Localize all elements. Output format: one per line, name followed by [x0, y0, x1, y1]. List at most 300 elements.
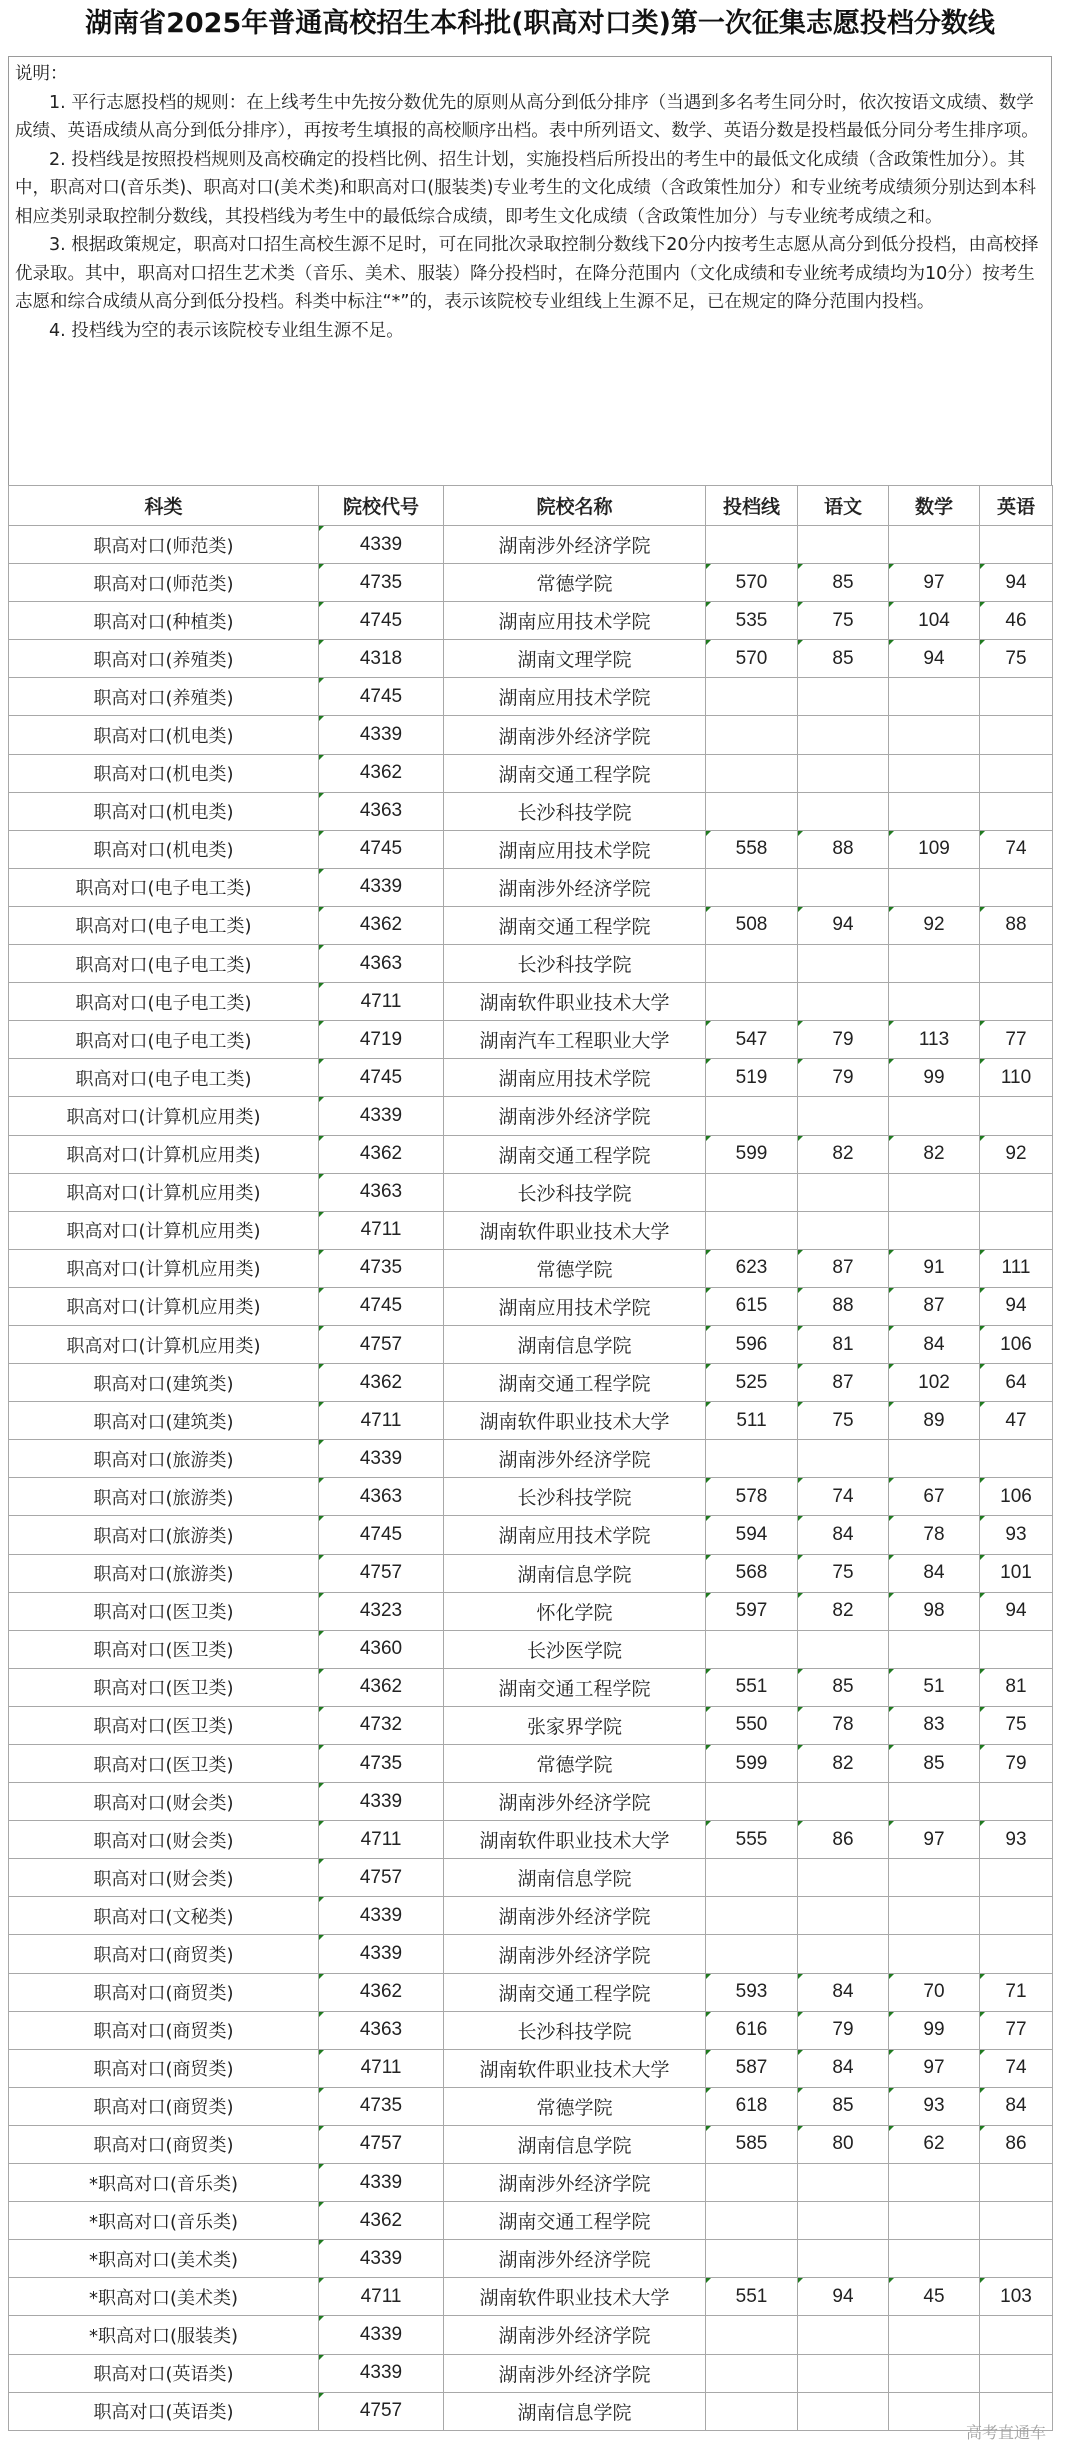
cell-math-score: 67: [889, 1478, 980, 1516]
cell-math-score: [889, 1211, 980, 1249]
table-row: [9, 1516, 1053, 1554]
cell-school-code: 4711: [319, 2049, 444, 2087]
note-item-1: 1. 平行志愿投档的规则：在上线考生中先按分数优先的原则从高分到低分排序（当遇到多名考生同分时，依次按语文成绩、数学成绩、英语成绩从高分到低分排序），再按考生填报的高校顺序出档。表中所列语文、数学、英语分数是投档最低分同分考生排序项。: [15, 92, 1039, 141]
table-row: [9, 2125, 1053, 2163]
table-row: [9, 1630, 1053, 1668]
cell-english-score: 46: [980, 602, 1053, 640]
cell-cutoff-score: [706, 2240, 798, 2278]
cell-english-score: [980, 754, 1053, 792]
cell-math-score: 87: [889, 1287, 980, 1325]
cell-school-code: 4757: [319, 1554, 444, 1592]
cell-school-code: 4745: [319, 602, 444, 640]
notes-heading: 说明：: [15, 64, 68, 84]
cell-school-code: 4745: [319, 1287, 444, 1325]
cell-cutoff-score: 525: [706, 1364, 798, 1402]
cell-category: 职高对口(医卫类): [9, 1592, 319, 1630]
cell-school-code: 4711: [319, 1821, 444, 1859]
cell-math-score: 97: [889, 564, 980, 602]
cell-school-name: 湖南应用技术学院: [444, 602, 706, 640]
cell-english-score: 86: [980, 2125, 1053, 2163]
cell-school-code: 4339: [319, 868, 444, 906]
cell-english-score: 106: [980, 1478, 1053, 1516]
cell-school-code: 4757: [319, 1859, 444, 1897]
cell-math-score: 91: [889, 1249, 980, 1287]
cell-english-score: 47: [980, 1402, 1053, 1440]
cell-category: 职高对口(商贸类): [9, 1935, 319, 1973]
cell-category: 职高对口(财会类): [9, 1859, 319, 1897]
cell-school-name: 湖南涉外经济学院: [444, 1783, 706, 1821]
cell-school-code: 4735: [319, 2087, 444, 2125]
cell-chinese-score: [798, 2240, 889, 2278]
table-row: [9, 1821, 1053, 1859]
header-category: 科类: [9, 486, 319, 526]
cell-school-name: 湖南交通工程学院: [444, 1973, 706, 2011]
cell-category: 职高对口(商贸类): [9, 2125, 319, 2163]
cell-school-name: 湖南软件职业技术大学: [444, 1402, 706, 1440]
cell-math-score: 62: [889, 2125, 980, 2163]
cell-school-name: 湖南信息学院: [444, 1554, 706, 1592]
cell-school-code: 4339: [319, 2164, 444, 2202]
cell-english-score: 88: [980, 906, 1053, 944]
cell-math-score: 78: [889, 1516, 980, 1554]
cell-cutoff-score: 508: [706, 906, 798, 944]
cell-school-name: 湖南涉外经济学院: [444, 2354, 706, 2392]
header-english: 英语: [980, 486, 1053, 526]
cell-cutoff-score: 519: [706, 1059, 798, 1097]
cell-math-score: 70: [889, 1973, 980, 2011]
table-row: [9, 868, 1053, 906]
note-item-2: 2. 投档线是按照投档规则及高校确定的投档比例、招生计划，实施投档后所投出的考生中的最低文化成绩（含政策性加分）。其中，职高对口(音乐类)、职高对口(美术类)和职高对口(服装类)专业考生的文化成绩（含政策性加分）和专业统考成绩须分别达到本科相应类别录取控制分数线，其投档线为考生中的最低综合成绩，即考生文化成绩（含政策性加分）与专业统考成绩之和。: [15, 149, 1036, 227]
cell-school-name: 湖南信息学院: [444, 2392, 706, 2430]
cell-cutoff-score: [706, 2316, 798, 2354]
cell-chinese-score: [798, 983, 889, 1021]
cell-school-code: 4339: [319, 1935, 444, 1973]
cell-chinese-score: 75: [798, 1554, 889, 1592]
table-row: [9, 2011, 1053, 2049]
cell-cutoff-score: [706, 2392, 798, 2430]
cell-chinese-score: 87: [798, 1364, 889, 1402]
cell-school-code: 4362: [319, 2202, 444, 2240]
cell-school-name: 怀化学院: [444, 1592, 706, 1630]
cell-english-score: [980, 1630, 1053, 1668]
table-row: [9, 678, 1053, 716]
cell-english-score: [980, 1897, 1053, 1935]
table-row: [9, 2392, 1053, 2430]
cell-cutoff-score: 596: [706, 1325, 798, 1363]
table-row: [9, 2087, 1053, 2125]
table-row: [9, 1783, 1053, 1821]
cell-cutoff-score: 551: [706, 2278, 798, 2316]
cell-category: 职高对口(师范类): [9, 526, 319, 564]
cell-school-code: 4339: [319, 1440, 444, 1478]
cell-chinese-score: [798, 2316, 889, 2354]
cell-cutoff-score: [706, 2202, 798, 2240]
cell-school-code: 4362: [319, 1973, 444, 2011]
cell-chinese-score: [798, 754, 889, 792]
cell-chinese-score: [798, 1097, 889, 1135]
cell-school-name: 湖南软件职业技术大学: [444, 983, 706, 1021]
cell-category: 职高对口(机电类): [9, 754, 319, 792]
table-row: [9, 2202, 1053, 2240]
table-row: [9, 1402, 1053, 1440]
cell-english-score: [980, 526, 1053, 564]
cell-category: 职高对口(电子电工类): [9, 945, 319, 983]
cell-english-score: 93: [980, 1516, 1053, 1554]
cell-school-name: 湖南交通工程学院: [444, 1364, 706, 1402]
cell-category: 职高对口(电子电工类): [9, 1021, 319, 1059]
cell-english-score: [980, 1783, 1053, 1821]
cell-math-score: 93: [889, 2087, 980, 2125]
cell-chinese-score: 94: [798, 906, 889, 944]
cell-category: 职高对口(机电类): [9, 830, 319, 868]
cell-school-code: 4757: [319, 1325, 444, 1363]
table-row: [9, 1554, 1053, 1592]
cell-cutoff-score: 535: [706, 602, 798, 640]
cell-cutoff-score: [706, 1897, 798, 1935]
cell-math-score: 94: [889, 640, 980, 678]
cell-school-name: 湖南涉外经济学院: [444, 1897, 706, 1935]
cell-chinese-score: 85: [798, 564, 889, 602]
cell-math-score: 84: [889, 1325, 980, 1363]
cell-school-code: 4745: [319, 1516, 444, 1554]
cell-english-score: [980, 1859, 1053, 1897]
cell-chinese-score: [798, 716, 889, 754]
cell-cutoff-score: 511: [706, 1402, 798, 1440]
cell-school-name: 湖南应用技术学院: [444, 1059, 706, 1097]
cell-school-code: 4363: [319, 1478, 444, 1516]
cell-school-name: 湖南涉外经济学院: [444, 1935, 706, 1973]
cell-school-name: 长沙科技学院: [444, 2011, 706, 2049]
cell-cutoff-score: [706, 983, 798, 1021]
cell-math-score: [889, 526, 980, 564]
cell-math-score: [889, 1897, 980, 1935]
cell-math-score: [889, 678, 980, 716]
cell-category: 职高对口(电子电工类): [9, 1059, 319, 1097]
cell-category: 职高对口(旅游类): [9, 1440, 319, 1478]
cell-math-score: 99: [889, 2011, 980, 2049]
cell-school-code: 4711: [319, 1402, 444, 1440]
cell-chinese-score: [798, 1173, 889, 1211]
cell-english-score: 106: [980, 1325, 1053, 1363]
cell-math-score: 102: [889, 1364, 980, 1402]
cell-school-code: 4362: [319, 1135, 444, 1173]
cell-school-code: 4363: [319, 792, 444, 830]
cell-category: 职高对口(商贸类): [9, 1973, 319, 2011]
cell-english-score: 94: [980, 1592, 1053, 1630]
cell-cutoff-score: [706, 1440, 798, 1478]
cell-category: 职高对口(英语类): [9, 2354, 319, 2392]
table-row: [9, 983, 1053, 1021]
cell-english-score: 74: [980, 2049, 1053, 2087]
table-row: [9, 716, 1053, 754]
cell-school-code: 4362: [319, 1364, 444, 1402]
table-row: [9, 1935, 1053, 1973]
cell-category: 职高对口(计算机应用类): [9, 1173, 319, 1211]
cell-chinese-score: 80: [798, 2125, 889, 2163]
cell-school-code: 4757: [319, 2125, 444, 2163]
cell-chinese-score: 81: [798, 1325, 889, 1363]
cell-school-name: 湖南汽车工程职业大学: [444, 1021, 706, 1059]
cell-math-score: 97: [889, 1821, 980, 1859]
cell-school-code: 4732: [319, 1706, 444, 1744]
table-row: [9, 792, 1053, 830]
table-row: [9, 1059, 1053, 1097]
header-chinese: 语文: [798, 486, 889, 526]
table-row: [9, 1440, 1053, 1478]
cell-chinese-score: 85: [798, 640, 889, 678]
cell-chinese-score: 75: [798, 602, 889, 640]
cell-english-score: [980, 2354, 1053, 2392]
cell-category: 职高对口(电子电工类): [9, 983, 319, 1021]
cell-school-name: 湖南信息学院: [444, 1325, 706, 1363]
cell-school-name: 湖南应用技术学院: [444, 830, 706, 868]
cell-english-score: [980, 2240, 1053, 2278]
cell-english-score: 94: [980, 564, 1053, 602]
header-cutoff-score: 投档线: [706, 486, 798, 526]
cell-english-score: [980, 678, 1053, 716]
cell-cutoff-score: [706, 2354, 798, 2392]
cell-english-score: 84: [980, 2087, 1053, 2125]
cell-chinese-score: [798, 945, 889, 983]
cell-math-score: 113: [889, 1021, 980, 1059]
cell-math-score: 85: [889, 1745, 980, 1783]
cell-chinese-score: 75: [798, 1402, 889, 1440]
cell-school-code: 4360: [319, 1630, 444, 1668]
cell-english-score: 93: [980, 1821, 1053, 1859]
cell-math-score: 45: [889, 2278, 980, 2316]
cell-cutoff-score: 555: [706, 1821, 798, 1859]
table-row: [9, 2278, 1053, 2316]
header-school-name: 院校名称: [444, 486, 706, 526]
cell-chinese-score: 84: [798, 1516, 889, 1554]
cell-category: 职高对口(师范类): [9, 564, 319, 602]
cell-cutoff-score: 558: [706, 830, 798, 868]
table-row: [9, 602, 1053, 640]
cell-cutoff-score: [706, 526, 798, 564]
cell-category: 职高对口(机电类): [9, 792, 319, 830]
cell-school-code: 4745: [319, 1059, 444, 1097]
cell-school-name: 湖南应用技术学院: [444, 1516, 706, 1554]
header-math: 数学: [889, 486, 980, 526]
cell-school-code: 4735: [319, 1249, 444, 1287]
cell-math-score: 83: [889, 1706, 980, 1744]
cell-english-score: 77: [980, 1021, 1053, 1059]
cell-cutoff-score: [706, 1783, 798, 1821]
cell-english-score: 94: [980, 1287, 1053, 1325]
table-row: [9, 1249, 1053, 1287]
cell-english-score: [980, 2164, 1053, 2202]
cell-english-score: [980, 983, 1053, 1021]
cell-english-score: 74: [980, 830, 1053, 868]
cell-math-score: [889, 1783, 980, 1821]
cell-math-score: [889, 1859, 980, 1897]
cell-chinese-score: [798, 868, 889, 906]
cell-chinese-score: [798, 1783, 889, 1821]
cell-cutoff-score: [706, 1211, 798, 1249]
cell-school-name: 常德学院: [444, 1249, 706, 1287]
cell-school-name: 湖南软件职业技术大学: [444, 2049, 706, 2087]
cell-cutoff-score: 615: [706, 1287, 798, 1325]
cell-category: 职高对口(医卫类): [9, 1706, 319, 1744]
cell-category: 职高对口(电子电工类): [9, 868, 319, 906]
cell-math-score: 92: [889, 906, 980, 944]
cell-math-score: 84: [889, 1554, 980, 1592]
cell-school-code: 4363: [319, 1173, 444, 1211]
table-row: [9, 1097, 1053, 1135]
cell-english-score: [980, 2316, 1053, 2354]
cell-cutoff-score: 587: [706, 2049, 798, 2087]
cell-school-name: 湖南交通工程学院: [444, 754, 706, 792]
table-row: [9, 1325, 1053, 1363]
cell-category: 职高对口(医卫类): [9, 1745, 319, 1783]
cell-school-name: 张家界学院: [444, 1706, 706, 1744]
cell-cutoff-score: [706, 1097, 798, 1135]
cell-school-code: 4339: [319, 2240, 444, 2278]
notes: [9, 57, 1051, 486]
cell-chinese-score: 87: [798, 1249, 889, 1287]
cell-math-score: [889, 754, 980, 792]
note-item-3: 3. 根据政策规定，职高对口招生高校生源不足时，可在同批次录取控制分数线下20分内按考生志愿从高分到低分投档，由高校择优录取。其中，职高对口招生艺术类（音乐、美术、服装）降分投档时，在降分范围内（文化成绩和专业统考成绩均为10分）按考生志愿和综合成绩从高分到低分投档。科类中标注“*”的，表示该院校专业组线上生源不足，已在规定的降分范围内投档。: [15, 235, 1039, 312]
cell-chinese-score: [798, 1630, 889, 1668]
cell-english-score: 77: [980, 2011, 1053, 2049]
cell-school-code: 4339: [319, 2354, 444, 2392]
cell-english-score: 110: [980, 1059, 1053, 1097]
cell-cutoff-score: 570: [706, 640, 798, 678]
cell-category: 职高对口(建筑类): [9, 1402, 319, 1440]
cell-school-name: 常德学院: [444, 564, 706, 602]
cell-category: 职高对口(计算机应用类): [9, 1287, 319, 1325]
cell-school-code: 4339: [319, 1097, 444, 1135]
cell-school-name: 湖南涉外经济学院: [444, 2316, 706, 2354]
cell-chinese-score: [798, 526, 889, 564]
table-row: [9, 1668, 1053, 1706]
cell-math-score: [889, 2354, 980, 2392]
cell-english-score: [980, 1440, 1053, 1478]
note-item-4: 4. 投档线为空的表示该院校专业组生源不足。: [49, 320, 404, 341]
header-school-code: 院校代号: [319, 486, 444, 526]
cell-category: 职高对口(计算机应用类): [9, 1135, 319, 1173]
cell-cutoff-score: 551: [706, 1668, 798, 1706]
cell-school-name: 长沙科技学院: [444, 792, 706, 830]
watermark: 高考直通车: [965, 2423, 1046, 2442]
cell-category: *职高对口(音乐类): [9, 2202, 319, 2240]
table-row: [9, 2354, 1053, 2392]
table-row: [9, 564, 1053, 602]
cell-cutoff-score: [706, 678, 798, 716]
page-title: 湖南省2025年普通高校招生本科批(职高对口类)第一次征集志愿投档分数线: [85, 8, 995, 39]
cell-school-code: 4362: [319, 754, 444, 792]
cell-english-score: 71: [980, 1973, 1053, 2011]
cell-school-name: 长沙科技学院: [444, 1478, 706, 1516]
cell-cutoff-score: [706, 1859, 798, 1897]
cell-school-name: 湖南软件职业技术大学: [444, 2278, 706, 2316]
cell-category: 职高对口(英语类): [9, 2392, 319, 2430]
table-header-row: [9, 486, 1053, 526]
cell-school-name: 湖南应用技术学院: [444, 678, 706, 716]
cell-category: 职高对口(医卫类): [9, 1630, 319, 1668]
cell-school-code: 4735: [319, 564, 444, 602]
table-row: [9, 1287, 1053, 1325]
cell-english-score: [980, 1935, 1053, 1973]
cell-category: 职高对口(医卫类): [9, 1668, 319, 1706]
cell-school-name: 湖南信息学院: [444, 2125, 706, 2163]
cell-english-score: [980, 792, 1053, 830]
cell-chinese-score: [798, 678, 889, 716]
cell-school-code: 4339: [319, 526, 444, 564]
cell-cutoff-score: 593: [706, 1973, 798, 2011]
cell-math-score: [889, 1935, 980, 1973]
cell-school-name: 湖南涉外经济学院: [444, 1440, 706, 1478]
cell-math-score: 98: [889, 1592, 980, 1630]
cell-cutoff-score: 568: [706, 1554, 798, 1592]
cell-cutoff-score: [706, 2164, 798, 2202]
cell-cutoff-score: [706, 1630, 798, 1668]
cell-category: 职高对口(计算机应用类): [9, 1325, 319, 1363]
cell-chinese-score: [798, 1211, 889, 1249]
cell-math-score: 109: [889, 830, 980, 868]
cell-cutoff-score: [706, 868, 798, 906]
cell-english-score: [980, 1173, 1053, 1211]
cell-chinese-score: 79: [798, 1021, 889, 1059]
cell-cutoff-score: 578: [706, 1478, 798, 1516]
cell-school-name: 常德学院: [444, 2087, 706, 2125]
table-row: [9, 945, 1053, 983]
cell-chinese-score: [798, 1440, 889, 1478]
cell-school-code: 4745: [319, 678, 444, 716]
table-body: [9, 526, 1053, 2431]
cell-cutoff-score: [706, 792, 798, 830]
cell-category: 职高对口(计算机应用类): [9, 1097, 319, 1135]
cell-english-score: 103: [980, 2278, 1053, 2316]
cell-english-score: [980, 945, 1053, 983]
cell-category: 职高对口(种植类): [9, 602, 319, 640]
cell-english-score: [980, 1097, 1053, 1135]
cell-math-score: 82: [889, 1135, 980, 1173]
cell-math-score: 51: [889, 1668, 980, 1706]
cell-english-score: 79: [980, 1745, 1053, 1783]
cell-cutoff-score: [706, 1935, 798, 1973]
cell-chinese-score: [798, 2392, 889, 2430]
cell-cutoff-score: 570: [706, 564, 798, 602]
cell-math-score: [889, 716, 980, 754]
cell-school-code: 4362: [319, 1668, 444, 1706]
table-row: [9, 1859, 1053, 1897]
cell-math-score: [889, 2240, 980, 2278]
cell-cutoff-score: [706, 1173, 798, 1211]
cell-category: 职高对口(旅游类): [9, 1478, 319, 1516]
cell-chinese-score: 88: [798, 1287, 889, 1325]
cell-school-name: 湖南涉外经济学院: [444, 2164, 706, 2202]
cell-category: 职高对口(机电类): [9, 716, 319, 754]
cell-english-score: [980, 868, 1053, 906]
cell-school-name: 湖南涉外经济学院: [444, 868, 706, 906]
cell-math-score: [889, 868, 980, 906]
cell-chinese-score: 85: [798, 1668, 889, 1706]
cell-school-name: 湖南交通工程学院: [444, 1668, 706, 1706]
cell-math-score: [889, 983, 980, 1021]
cell-english-score: 101: [980, 1554, 1053, 1592]
table-row: [9, 526, 1053, 564]
cell-english-score: 64: [980, 1364, 1053, 1402]
table-row: [9, 1973, 1053, 2011]
cell-english-score: 111: [980, 1249, 1053, 1287]
table-row: [9, 906, 1053, 944]
cell-math-score: [889, 1173, 980, 1211]
cell-chinese-score: 82: [798, 1745, 889, 1783]
cell-cutoff-score: 585: [706, 2125, 798, 2163]
cell-chinese-score: 88: [798, 830, 889, 868]
cell-category: *职高对口(服装类): [9, 2316, 319, 2354]
